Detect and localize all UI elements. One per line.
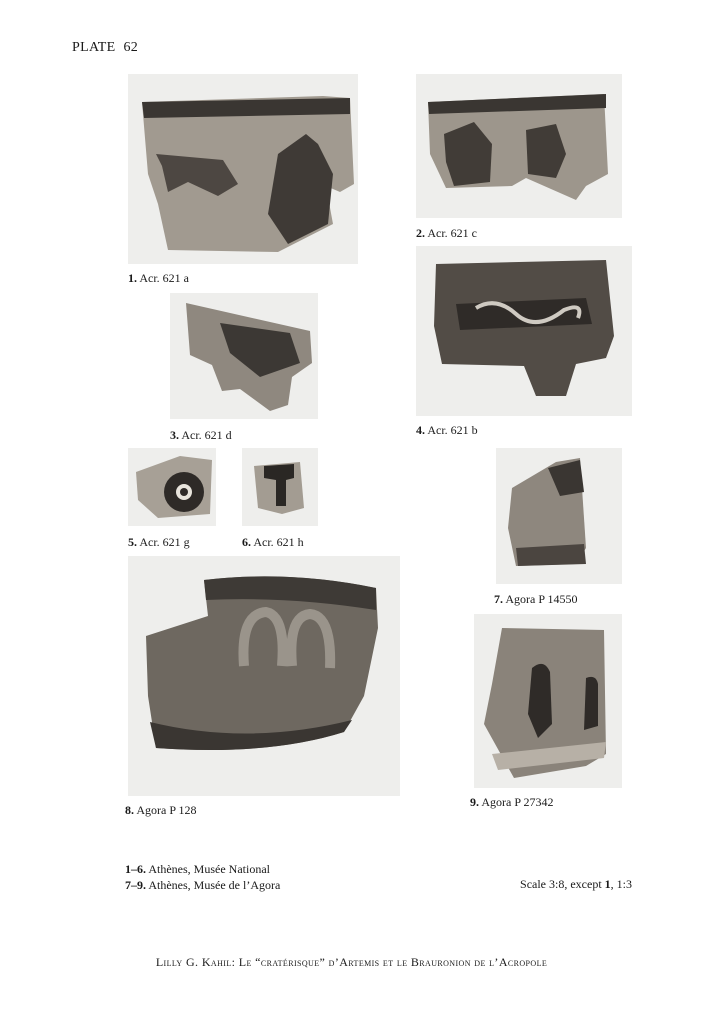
figure-8-caption xyxy=(125,803,197,818)
figure-label: Acr. 621 c xyxy=(427,226,477,240)
plate-number: 62 xyxy=(123,40,139,55)
figure-8-photo xyxy=(128,556,400,796)
credit-text: Athènes, Musée National xyxy=(148,862,270,876)
running-footer: Lilly G. Kahil: Le “cratérisque” d’Artemis et le Brauronion de l’Acropole xyxy=(155,955,548,969)
figure-number: 4. xyxy=(416,423,425,437)
plate-label: PLATE xyxy=(72,40,116,55)
figure-number: 8. xyxy=(125,803,134,817)
figure-7-caption xyxy=(494,592,578,607)
scale-suffix: , 1:3 xyxy=(610,877,632,891)
figure-6-photo xyxy=(242,448,318,526)
figure-number: 1. xyxy=(128,271,137,285)
figure-number: 2. xyxy=(416,226,425,240)
figure-label: Acr. 621 a xyxy=(139,271,189,285)
figure-label: Agora P 27342 xyxy=(481,795,554,809)
scale-bold: 1 xyxy=(604,877,611,891)
credit-text: Athènes, Musée de l’Agora xyxy=(148,878,281,892)
figure-1-caption xyxy=(128,271,189,286)
credit-line xyxy=(125,877,280,893)
figure-5-caption xyxy=(128,535,190,550)
credit-line xyxy=(125,861,280,877)
figure-1-photo xyxy=(128,74,358,264)
figure-9-photo xyxy=(474,614,622,788)
scale-prefix: Scale 3:8, except xyxy=(520,877,602,891)
figure-4-photo xyxy=(416,246,632,416)
figure-label: Agora P 128 xyxy=(136,803,197,817)
figure-6-caption xyxy=(242,535,304,550)
credit-range: 1–6. xyxy=(125,862,146,876)
figure-4-caption xyxy=(416,423,478,438)
figure-3-caption xyxy=(170,428,232,443)
figure-7-photo xyxy=(496,448,622,584)
figure-2-photo xyxy=(416,74,622,218)
plate-header xyxy=(72,40,138,56)
location-credits xyxy=(125,861,280,893)
figure-number: 3. xyxy=(170,428,179,442)
figure-9-caption xyxy=(470,795,554,810)
figure-number: 5. xyxy=(128,535,137,549)
credit-range: 7–9. xyxy=(125,878,146,892)
scale-note xyxy=(520,877,632,892)
figure-label: Acr. 621 b xyxy=(427,423,478,437)
figure-label: Agora P 14550 xyxy=(505,592,578,606)
figure-5-photo xyxy=(128,448,216,526)
figure-number: 7. xyxy=(494,592,503,606)
figure-3-photo xyxy=(170,293,318,419)
figure-label: Acr. 621 g xyxy=(139,535,190,549)
figure-2-caption xyxy=(416,226,477,241)
figure-number: 9. xyxy=(470,795,479,809)
figure-label: Acr. 621 d xyxy=(181,428,232,442)
figure-label: Acr. 621 h xyxy=(253,535,304,549)
figure-number: 6. xyxy=(242,535,251,549)
